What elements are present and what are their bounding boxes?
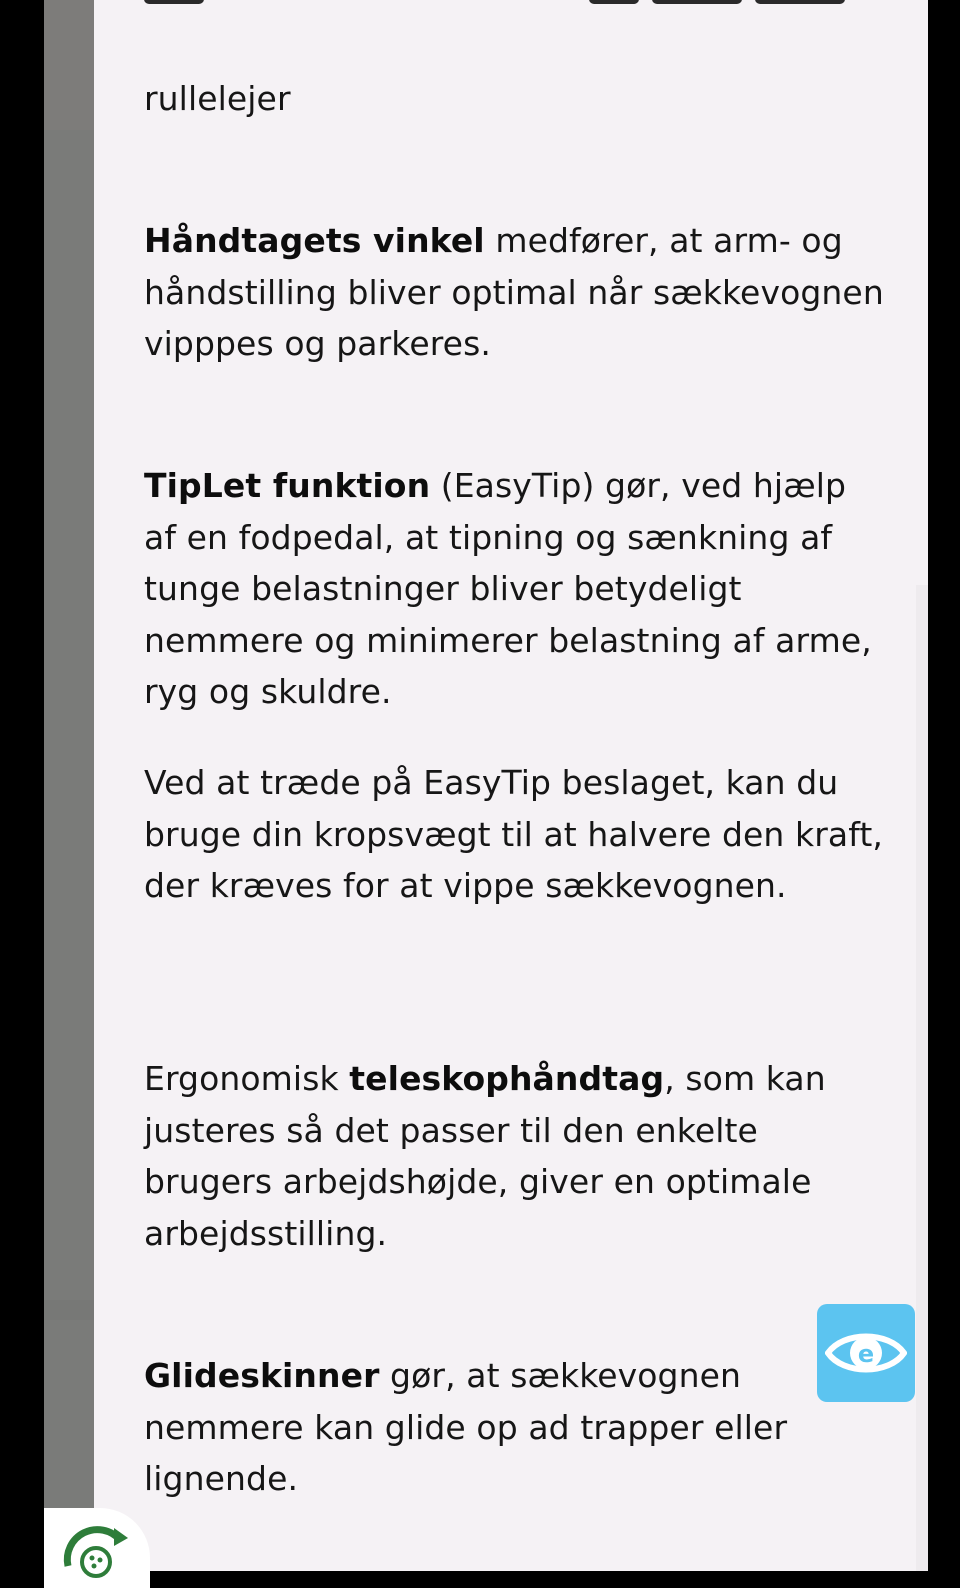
cut-off-text-line — [144, 0, 884, 6]
paragraph-telescope-handle: Ergonomisk teleskophåndtag, som kan justeres så det passer til den enkelte brugers arbejdshøjde, giver en optimale arbejdsstilling. — [144, 1059, 826, 1253]
recycle-logo-icon — [44, 1508, 150, 1578]
svg-text:e: e — [857, 1340, 875, 1368]
accessibility-button[interactable] — [817, 1304, 915, 1402]
site-logo[interactable] — [44, 1508, 150, 1588]
paragraph-rullelejer: rullelejer — [144, 79, 291, 118]
eye-accessibility-icon — [825, 1326, 907, 1380]
paragraph-handle-angle: Håndtagets vinkel medfører, at arm- og håndstilling bliver optimal når sækkevognen vipppes og parkeres. — [144, 221, 884, 363]
paragraph-tiplet: TipLet funktion (EasyTip) gør, ved hjælp af en fodpedal, at tipning og sænkning af tunge belastninger bliver betydeligt nemmere og minimerer belastning af arme, ryg og skuldre. — [144, 466, 872, 711]
scrollbar-track[interactable] — [916, 585, 928, 1571]
paragraph-easytip: Ved at træde på EasyTip beslaget, kan du bruge din kropsvægt til at halvere den kraft, der kræves for at vippe sækkevognen. — [144, 763, 883, 905]
side-strip — [44, 0, 94, 1571]
paragraph-glide-rails: Glideskinner gør, at sækkevognen nemmere kan glide op ad trapper eller lignende. — [144, 1356, 788, 1498]
